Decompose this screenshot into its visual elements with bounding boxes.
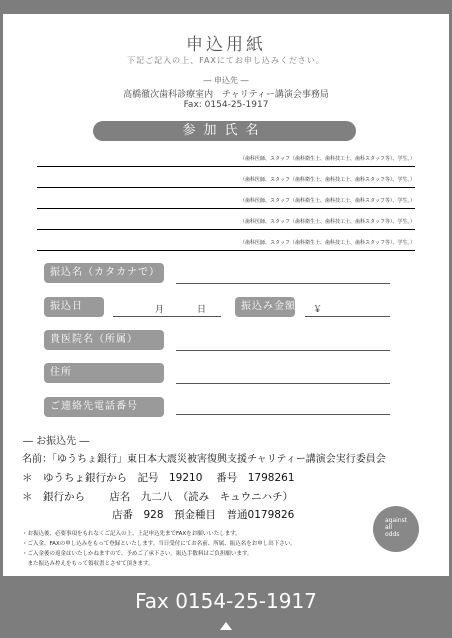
destination-name: 高橋徹次歯科診療室内 チャリティー講演会事務局 [123,90,329,100]
note-line: ・お振込後、必要事項をもれなくご記入の上、上記申込先までFAXをお願いいたします。 [22,531,241,537]
address-field[interactable] [176,383,390,384]
clinic-label: 貴医院名（所属） [44,330,164,350]
payment-bank-detail-line: 店番 928 預金種目 普通0179826 [112,509,295,521]
transfer-date-label: 振込日 [44,297,104,317]
payment-header: ― お振込先 ― [23,436,90,447]
logo-line: odds [385,531,400,538]
transfer-name-field[interactable] [176,283,390,284]
logo-line: all [385,524,393,531]
against-all-odds-logo [373,506,419,552]
participant-name-header: 参加氏名 [93,121,356,141]
transfer-name-label: 振込名（カタカナで） [44,263,164,283]
participant-row[interactable] [37,145,415,167]
destination-label: ― 申込先 ― [203,76,249,85]
logo-line: against [385,517,408,524]
day-label: 日 [197,305,207,315]
transfer-date-field[interactable] [113,316,221,317]
participant-row[interactable] [37,187,415,209]
top-bar [0,0,452,14]
clinic-field[interactable] [176,350,390,351]
payment-name-line: 名前：「ゆうちょ銀行」東日本大震災被害復興支援チャリティー講演会実行委員会 [22,454,386,465]
note-line: ・ご入金、FAXの申し込みをもって登録といたします。当日受付にてお名前、所属、振込名をお申し出下さい。 [22,541,296,547]
form-subtitle: 下記ご記入の上、FAXにてお申し込みください。 [127,56,325,65]
footer-fax: Fax 0154-25-1917 [135,589,317,613]
note-line: ・ご入金後の返金はいたしかねますので、予めご了承下さい。振込手数料はご負担願います。 [22,551,253,557]
amount-label: 振込み金額 [235,297,295,317]
payment-yucho-line: ＊ ゆうちょ銀行から 記号 19210 番号 1798261 [22,472,295,484]
participant-row-note: （歯科医師、スタッフ（歯科衛生士、歯科技工士、歯科スタッフ等）、学生。） [239,156,415,162]
destination-fax: Fax: 0154-25-1917 [183,100,269,110]
note-line: また振込み控えをもって領収書とさせて頂きます。 [22,561,154,567]
month-label: 月 [155,305,165,315]
address-label: 住所 [44,363,164,383]
up-triangle-icon [220,622,232,630]
participant-row-note: （歯科医師、スタッフ（歯科衛生士、歯科技工士、歯科スタッフ等）、学生。） [239,219,415,225]
participant-row[interactable] [37,208,415,230]
amount-field[interactable] [305,316,390,317]
form-title: 申込用紙 [186,35,266,55]
phone-label: ご連絡先電話番号 [44,397,164,417]
participant-row-note: （歯科医師、スタッフ（歯科衛生士、歯科技工士、歯科スタッフ等）、学生。） [239,177,415,183]
participant-row-note: （歯科医師、スタッフ（歯科衛生士、歯科技工士、歯科スタッフ等）、学生。） [239,240,415,246]
participant-row[interactable] [37,229,415,251]
phone-field[interactable] [176,414,390,415]
yen-symbol: ￥ [313,305,323,315]
participant-row-note: （歯科医師、スタッフ（歯科衛生士、歯科技工士、歯科スタッフ等）、学生。） [239,198,415,204]
payment-bank-line: ＊ 銀行から 店名 九二八 （読み キュウニハチ） [22,491,294,503]
participant-row[interactable] [37,166,415,188]
